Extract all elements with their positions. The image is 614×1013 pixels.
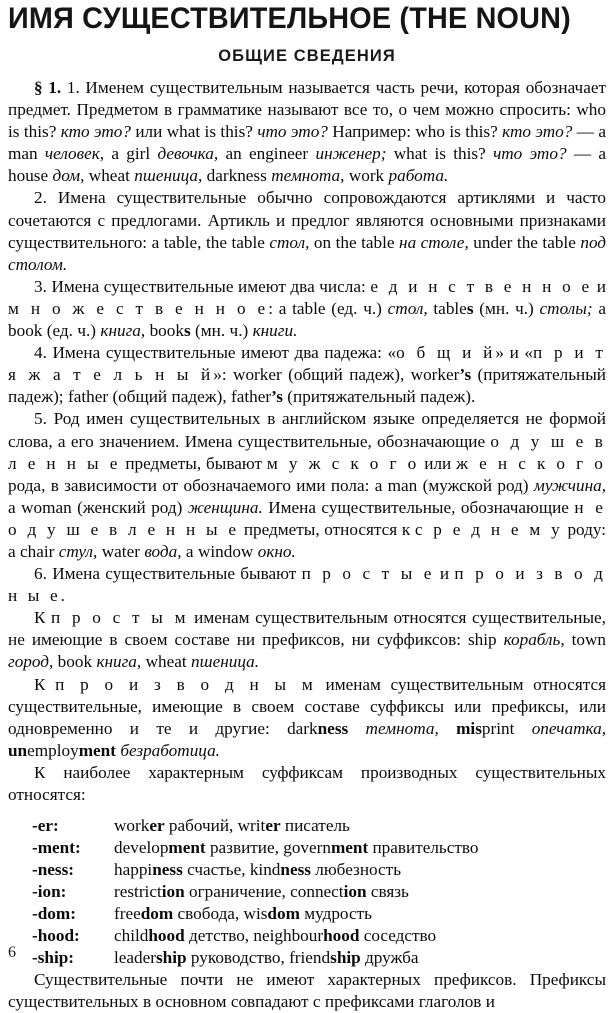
suffix-examples: happiness счастье, kindness любезность (114, 860, 402, 880)
page-title: ИМЯ СУЩЕСТВИТЕЛЬНОЕ (THE NOUN) (8, 2, 571, 35)
paragraph-7: К п р о с т ы м именам существительным относятся существительные, не имеющие в своем составе ни префиксов, ни суффиксов: ship корабль, town город, book книга, wheat пшеница. (8, 608, 606, 672)
emphasis-spaced: п р о и з в о д н ы м (55, 674, 316, 694)
emphasis-spaced: п р о с т ы е (301, 564, 435, 584)
table-row (8, 925, 606, 947)
section-mark: § 1. (34, 78, 62, 97)
emphasis-spaced: о б щ и й (396, 343, 496, 363)
table-row (8, 881, 606, 903)
emphasis-spaced: е д и н с т в е н н о е (370, 276, 593, 296)
paragraph-9: К наиболее характерным суффиксам производных существительных относятся: (8, 762, 606, 804)
emphasis-spaced: с р е д н е м у (414, 519, 563, 539)
body-text (8, 77, 606, 1013)
paragraph-10: Существительные почти не имеют характерных префиксов. Префиксы существительных в основном совпадают с префиксами глаголов и (8, 970, 606, 1012)
emphasis-spaced: п р о с т ы м (51, 608, 189, 628)
item-number: 2. (34, 188, 47, 208)
item-number: 6. (34, 564, 47, 584)
document-page (0, 2, 614, 1012)
paragraph-5: 5. Род имен существительных в английском языке определяется не формой слова, а его значением. Имена существительные, обозначающие о д у ш е в л е н н ы е предметы, бывают м у ж с к о г о или ж е н с к о г о рода, в зависимости от обозначаемого ими пола: a man (мужской род) мужчина, a woman (женский род) женщина. Имена существительные, обозначающие н е о д у ш е в л е н н ы е предметы, относятся к с р е д н е м у роду: a chair стул, water вода, a window окно. (8, 409, 607, 561)
paragraph-6: 6. Имена существительные бывают п р о с т ы е и п р о и з в о д н ы е. (8, 564, 607, 606)
item-number: 5. (34, 409, 47, 429)
item-number: 4. (34, 343, 47, 363)
section-subtitle: ОБЩИЕ СВЕДЕНИЯ (218, 47, 396, 65)
emphasis-spaced: м у ж с к о г о (266, 453, 420, 473)
emphasis-spaced: о д у ш е в л е н н ы е (8, 431, 606, 473)
emphasis-spaced: ж е н с к о г о (456, 453, 606, 473)
emphasis-spaced: н е о д у ш е в л е н н ы е (8, 497, 606, 539)
paragraph-1: § 1. 1. Именем существительным называется часть речи, которая обозначает предмет. Предметом в грамматике называют все то, о чем можно спросить: who is this? кто это? или what is this? что это? Например: who is this? кто это? — a man человек, a girl девочка, an engineer инженер; what is this? что это? — a house дом, wheat пшеница, darkness темнота, work работа. (8, 78, 606, 186)
suffix-examples: leadership руководство, friendship дружба (114, 948, 419, 968)
suffix-label: -er: (32, 816, 59, 836)
suffix-label: -hood: (32, 926, 80, 946)
item-number: 1. (66, 78, 80, 97)
table-row (8, 837, 606, 859)
suffix-table-body (8, 815, 606, 969)
suffix-examples: worker рабочий, writer писатель (114, 816, 350, 836)
paragraph-2: 2. Имена существительные обычно сопровождаются артиклями и часто сочетаются с предлогами. Артикль и предлог являются основными признаками существительного: a table, the table стол, on the table на столе, under the table под столом. (8, 188, 606, 274)
table-row (8, 859, 606, 881)
suffix-label: -dom: (32, 904, 76, 924)
paragraph-4: 4. Имена существительные имеют два падежа: «о б щ и й» и «п р и т я ж а т е л ь н ы й»: worker (общий падеж), worker’s (притяжательный падеж); father (общий падеж), father’s (притяжательный падеж). (8, 343, 606, 407)
suffix-label: -ion: (32, 882, 67, 902)
suffix-label: -ness: (32, 860, 75, 880)
suffix-label: -ment: (32, 838, 81, 858)
emphasis-spaced: п р о и з в о д н ы е (8, 564, 607, 606)
suffix-label: -ship: (32, 948, 75, 968)
emphasis-spaced: м н о ж е с т в е н н о е (8, 298, 269, 318)
item-number: 3. (34, 276, 47, 296)
paragraph-8: К п р о и з в о д н ы м именам существительным относятся существительные, имеющие в своем составе суффиксы или префиксы, или одновременно и те и другие: darkness темнота, misprint опечатка, unemployment безработица. (8, 674, 606, 760)
suffix-examples: freedom свобода, wisdom мудрость (114, 904, 372, 924)
table-row (8, 815, 606, 837)
table-row (8, 903, 606, 925)
suffix-examples: development развитие, government правительство (114, 838, 479, 858)
paragraph-3: 3. Имена существительные имеют два числа: е д и н с т в е н н о е и м н о ж е с т в е н н о е: a table (ед. ч.) стол, tables (мн. ч.) столы; a book (ед. ч.) книга, books (мн. ч.) книги. (8, 276, 607, 341)
suffix-examples-table (8, 815, 606, 969)
suffix-examples: childhood детство, neighbourhood соседство (114, 926, 437, 946)
emphasis-spaced: п р и т я ж а т е л ь н ы й (8, 343, 606, 385)
table-row (8, 947, 606, 969)
suffix-examples: restriction ограничение, connection связь (114, 882, 409, 902)
page-number: 6 (8, 944, 16, 961)
